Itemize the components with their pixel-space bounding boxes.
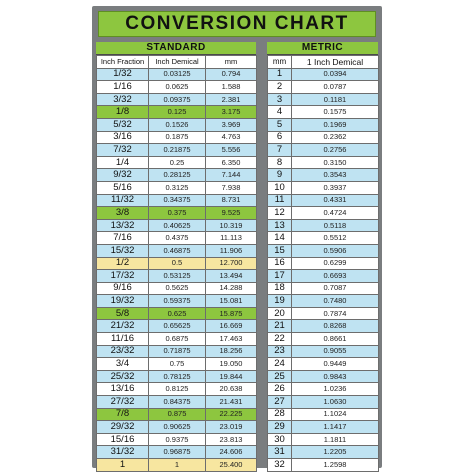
- table-row: [97, 181, 257, 194]
- inch-decimal-cell: 0.40625: [149, 219, 206, 232]
- inch-decimal-cell: 0.03125: [149, 68, 206, 81]
- inch-decimal-cell: 0.65625: [149, 320, 206, 333]
- inch-decimal-cell: 0.375: [149, 207, 206, 220]
- mm-cell: 18.256: [206, 345, 257, 358]
- table-row: [97, 219, 257, 232]
- table-row: [268, 408, 379, 421]
- table-row: [268, 169, 379, 182]
- mm-cell: 24: [268, 358, 292, 371]
- mm-cell: 10: [268, 181, 292, 194]
- table-row: [97, 131, 257, 144]
- mm-cell: 19.050: [206, 358, 257, 371]
- inch-decimal-cell: 0.5512: [292, 232, 379, 245]
- inch-fraction-cell: 13/16: [97, 383, 149, 396]
- inch-decimal-cell: 0.71875: [149, 345, 206, 358]
- table-row: [268, 459, 379, 472]
- mm-cell: 21.431: [206, 396, 257, 409]
- inch-decimal-cell: 0.7480: [292, 295, 379, 308]
- metric-table: [267, 55, 379, 472]
- mm-cell: 2: [268, 81, 292, 94]
- table-row: [268, 131, 379, 144]
- mm-cell: 1.588: [206, 81, 257, 94]
- table-row: [268, 257, 379, 270]
- inch-decimal-cell: 0.96875: [149, 446, 206, 459]
- inch-fraction-cell: 29/32: [97, 421, 149, 434]
- mm-cell: 19: [268, 295, 292, 308]
- table-row: [268, 144, 379, 157]
- inch-decimal-cell: 0.3543: [292, 169, 379, 182]
- inch-decimal-cell: 0.3937: [292, 181, 379, 194]
- standard-header-row: [97, 56, 257, 69]
- inch-fraction-cell: 13/32: [97, 219, 149, 232]
- table-row: [268, 396, 379, 409]
- inch-decimal-cell: 0.0394: [292, 68, 379, 81]
- inch-fraction-cell: 1: [97, 459, 149, 472]
- table-row: [97, 169, 257, 182]
- inch-decimal-cell: 0.8268: [292, 320, 379, 333]
- table-row: [268, 358, 379, 371]
- mm-cell: 26: [268, 383, 292, 396]
- inch-decimal-cell: 0.25: [149, 156, 206, 169]
- inch-decimal-cell: 0.90625: [149, 421, 206, 434]
- inch-decimal-cell: 1.0630: [292, 396, 379, 409]
- table-row: [268, 421, 379, 434]
- table-row: [268, 270, 379, 283]
- inch-decimal-cell: 0.1969: [292, 118, 379, 131]
- mm-cell: 23.813: [206, 433, 257, 446]
- inch-decimal-cell: 0.9375: [149, 433, 206, 446]
- inch-decimal-cell: 0.6299: [292, 257, 379, 270]
- inch-fraction-cell: 1/32: [97, 68, 149, 81]
- standard-panel: [96, 42, 256, 472]
- table-row: [97, 358, 257, 371]
- table-row: [268, 156, 379, 169]
- inch-decimal-cell: 0.6693: [292, 270, 379, 283]
- inch-decimal-cell: 0.78125: [149, 370, 206, 383]
- mm-cell: 10.319: [206, 219, 257, 232]
- table-row: [268, 333, 379, 346]
- mm-cell: 32: [268, 459, 292, 472]
- mm-cell: 5.556: [206, 144, 257, 157]
- mm-cell: 12: [268, 207, 292, 220]
- table-row: [97, 446, 257, 459]
- inch-fraction-cell: 9/16: [97, 282, 149, 295]
- table-row: [268, 81, 379, 94]
- mm-cell: 20: [268, 307, 292, 320]
- inch-fraction-cell: 5/32: [97, 118, 149, 131]
- inch-decimal-cell: 0.0787: [292, 81, 379, 94]
- table-row: [97, 295, 257, 308]
- mm-cell: 16: [268, 257, 292, 270]
- inch-decimal-cell: 0.4375: [149, 232, 206, 245]
- mm-cell: 21: [268, 320, 292, 333]
- table-row: [268, 295, 379, 308]
- inch-fraction-cell: 15/16: [97, 433, 149, 446]
- table-row: [97, 244, 257, 257]
- inch-fraction-cell: 1/4: [97, 156, 149, 169]
- mm-cell: 7.144: [206, 169, 257, 182]
- table-row: [268, 106, 379, 119]
- table-row: [97, 370, 257, 383]
- mm-cell: 25.400: [206, 459, 257, 472]
- inch-decimal-cell: 0.7087: [292, 282, 379, 295]
- table-row: [97, 421, 257, 434]
- mm-cell: 22: [268, 333, 292, 346]
- inch-decimal-cell: 0.5118: [292, 219, 379, 232]
- mm-cell: 23.019: [206, 421, 257, 434]
- table-row: [97, 232, 257, 245]
- inch-decimal-cell: 0.1526: [149, 118, 206, 131]
- chart-title: CONVERSION CHART: [98, 11, 376, 37]
- inch-fraction-cell: 7/8: [97, 408, 149, 421]
- table-row: [97, 459, 257, 472]
- inch-fraction-cell: 23/32: [97, 345, 149, 358]
- table-row: [268, 320, 379, 333]
- mm-cell: 20.638: [206, 383, 257, 396]
- table-row: [97, 207, 257, 220]
- mm-cell: 9: [268, 169, 292, 182]
- inch-fraction-cell: 5/8: [97, 307, 149, 320]
- mm-cell: 3.969: [206, 118, 257, 131]
- mm-cell: 24.606: [206, 446, 257, 459]
- inch-fraction-cell: 3/32: [97, 93, 149, 106]
- table-row: [268, 93, 379, 106]
- table-row: [268, 118, 379, 131]
- inch-fraction-cell: 11/32: [97, 194, 149, 207]
- inch-decimal-cell: 0.75: [149, 358, 206, 371]
- table-row: [97, 93, 257, 106]
- inch-decimal-cell: 0.5906: [292, 244, 379, 257]
- table-row: [268, 307, 379, 320]
- inch-decimal-cell: 0.9055: [292, 345, 379, 358]
- mm-cell: 0.794: [206, 68, 257, 81]
- table-row: [97, 433, 257, 446]
- mm-cell: 2.381: [206, 93, 257, 106]
- table-row: [97, 320, 257, 333]
- mm-cell: 17.463: [206, 333, 257, 346]
- inch-decimal-cell: 0.4331: [292, 194, 379, 207]
- inch-decimal-cell: 0.3150: [292, 156, 379, 169]
- inch-decimal-cell: 0.84375: [149, 396, 206, 409]
- mm-cell: 30: [268, 433, 292, 446]
- mm-cell: 8: [268, 156, 292, 169]
- mm-cell: 23: [268, 345, 292, 358]
- table-row: [268, 345, 379, 358]
- inch-fraction-cell: 7/16: [97, 232, 149, 245]
- table-row: [97, 106, 257, 119]
- mm-cell: 11: [268, 194, 292, 207]
- metric-heading: METRIC: [267, 42, 378, 55]
- inch-fraction-cell: 1/8: [97, 106, 149, 119]
- inch-fraction-cell: 3/4: [97, 358, 149, 371]
- mm-cell: 31: [268, 446, 292, 459]
- table-row: [97, 270, 257, 283]
- table-row: [268, 282, 379, 295]
- mm-cell: 7.938: [206, 181, 257, 194]
- metric-panel: [267, 42, 378, 472]
- inch-decimal-cell: 0.5625: [149, 282, 206, 295]
- mm-cell: 1: [268, 68, 292, 81]
- table-row: [97, 307, 257, 320]
- inch-decimal-cell: 0.09375: [149, 93, 206, 106]
- inch-fraction-cell: 11/16: [97, 333, 149, 346]
- inch-decimal-cell: 0.7874: [292, 307, 379, 320]
- table-row: [97, 118, 257, 131]
- mm-cell: 15.081: [206, 295, 257, 308]
- inch-decimal-cell: 0.1875: [149, 131, 206, 144]
- table-row: [97, 396, 257, 409]
- mm-cell: 11.906: [206, 244, 257, 257]
- table-row: [97, 156, 257, 169]
- inch-fraction-cell: 31/32: [97, 446, 149, 459]
- inch-decimal-cell: 0.8125: [149, 383, 206, 396]
- inch-fraction-cell: 3/16: [97, 131, 149, 144]
- inch-decimal-cell: 0.28125: [149, 169, 206, 182]
- inch-decimal-cell: 1.2598: [292, 459, 379, 472]
- table-row: [97, 408, 257, 421]
- inch-fraction-cell: 7/32: [97, 144, 149, 157]
- mm-cell: 15.875: [206, 307, 257, 320]
- mm-cell: 18: [268, 282, 292, 295]
- mm-cell: 13: [268, 219, 292, 232]
- table-row: [97, 257, 257, 270]
- mm-cell: 4: [268, 106, 292, 119]
- inch-decimal-cell: 0.4724: [292, 207, 379, 220]
- inch-fraction-cell: 17/32: [97, 270, 149, 283]
- mm-cell: 29: [268, 421, 292, 434]
- inch-decimal-cell: 1: [149, 459, 206, 472]
- mm-cell: 22.225: [206, 408, 257, 421]
- mm-cell: 11.113: [206, 232, 257, 245]
- table-row: [268, 181, 379, 194]
- table-row: [97, 383, 257, 396]
- inch-fraction-cell: 5/16: [97, 181, 149, 194]
- inch-decimal-cell: 0.59375: [149, 295, 206, 308]
- mm-cell: 7: [268, 144, 292, 157]
- table-row: [268, 433, 379, 446]
- table-row: [268, 370, 379, 383]
- inch-decimal-cell: 0.9449: [292, 358, 379, 371]
- inch-decimal-cell: 1.0236: [292, 383, 379, 396]
- mm-cell: 6: [268, 131, 292, 144]
- inch-decimal-cell: 0.2756: [292, 144, 379, 157]
- inch-decimal-cell: 0.21875: [149, 144, 206, 157]
- column-header-inch-decimal: 1 Inch Demical: [292, 56, 379, 69]
- inch-decimal-cell: 0.875: [149, 408, 206, 421]
- inch-decimal-cell: 0.125: [149, 106, 206, 119]
- column-header-mm: mm: [206, 56, 257, 69]
- inch-decimal-cell: 0.2362: [292, 131, 379, 144]
- inch-decimal-cell: 0.5: [149, 257, 206, 270]
- table-row: [97, 144, 257, 157]
- table-row: [268, 383, 379, 396]
- inch-fraction-cell: 15/32: [97, 244, 149, 257]
- standard-heading: STANDARD: [96, 42, 256, 55]
- mm-cell: 19.844: [206, 370, 257, 383]
- column-header-mm: mm: [268, 56, 292, 69]
- inch-fraction-cell: 1/16: [97, 81, 149, 94]
- mm-cell: 6.350: [206, 156, 257, 169]
- standard-table: [96, 55, 257, 472]
- inch-fraction-cell: 3/8: [97, 207, 149, 220]
- inch-fraction-cell: 21/32: [97, 320, 149, 333]
- inch-decimal-cell: 1.2205: [292, 446, 379, 459]
- inch-fraction-cell: 9/32: [97, 169, 149, 182]
- mm-cell: 27: [268, 396, 292, 409]
- inch-decimal-cell: 0.3125: [149, 181, 206, 194]
- inch-decimal-cell: 0.1575: [292, 106, 379, 119]
- mm-cell: 16.669: [206, 320, 257, 333]
- mm-cell: 12.700: [206, 257, 257, 270]
- inch-decimal-cell: 0.0625: [149, 81, 206, 94]
- inch-fraction-cell: 19/32: [97, 295, 149, 308]
- table-row: [97, 194, 257, 207]
- table-row: [268, 446, 379, 459]
- inch-decimal-cell: 0.1181: [292, 93, 379, 106]
- inch-decimal-cell: 0.53125: [149, 270, 206, 283]
- mm-cell: 25: [268, 370, 292, 383]
- column-header-inch-fraction: Inch Fraction: [97, 56, 149, 69]
- table-row: [97, 345, 257, 358]
- inch-decimal-cell: 1.1811: [292, 433, 379, 446]
- mm-cell: 3: [268, 93, 292, 106]
- inch-fraction-cell: 27/32: [97, 396, 149, 409]
- mm-cell: 9.525: [206, 207, 257, 220]
- table-row: [268, 68, 379, 81]
- inch-decimal-cell: 0.625: [149, 307, 206, 320]
- inch-decimal-cell: 0.8661: [292, 333, 379, 346]
- column-header-inch-decimal: Inch Demical: [149, 56, 206, 69]
- inch-decimal-cell: 1.1417: [292, 421, 379, 434]
- metric-header-row: [268, 56, 379, 69]
- inch-decimal-cell: 1.1024: [292, 408, 379, 421]
- metric-table-body: [268, 68, 379, 471]
- mm-cell: 28: [268, 408, 292, 421]
- table-row: [97, 282, 257, 295]
- table-row: [268, 244, 379, 257]
- mm-cell: 5: [268, 118, 292, 131]
- inch-fraction-cell: 25/32: [97, 370, 149, 383]
- inch-decimal-cell: 0.46875: [149, 244, 206, 257]
- inch-decimal-cell: 0.34375: [149, 194, 206, 207]
- table-row: [97, 81, 257, 94]
- mm-cell: 13.494: [206, 270, 257, 283]
- mm-cell: 17: [268, 270, 292, 283]
- table-row: [268, 219, 379, 232]
- standard-table-body: [97, 68, 257, 471]
- conversion-chart-card: [92, 6, 382, 468]
- table-row: [268, 194, 379, 207]
- table-row: [268, 207, 379, 220]
- table-row: [97, 68, 257, 81]
- mm-cell: 3.175: [206, 106, 257, 119]
- mm-cell: 15: [268, 244, 292, 257]
- inch-fraction-cell: 1/2: [97, 257, 149, 270]
- inch-decimal-cell: 0.6875: [149, 333, 206, 346]
- mm-cell: 8.731: [206, 194, 257, 207]
- table-row: [268, 232, 379, 245]
- mm-cell: 14.288: [206, 282, 257, 295]
- mm-cell: 4.763: [206, 131, 257, 144]
- table-row: [97, 333, 257, 346]
- mm-cell: 14: [268, 232, 292, 245]
- inch-decimal-cell: 0.9843: [292, 370, 379, 383]
